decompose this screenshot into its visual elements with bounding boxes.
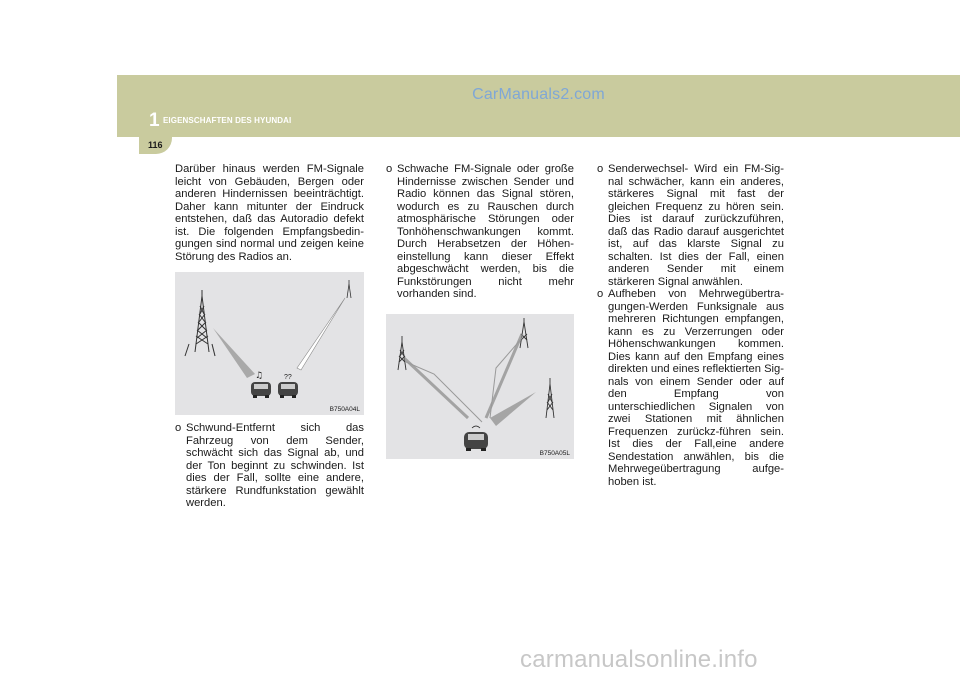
header-band [117,75,960,137]
car-icon [464,426,488,451]
bullet-marker: o [175,422,182,434]
bullet-text: Senderwechsel- Wird ein FM-Sig-nal schwächer, kann ein anderes, stärkeres Signal mit fast der gleichen Frequenz zu hören sein. Dies ist darauf zurückzuführen, daß das Radio darauf ausgerichtet ist, auf das klarste Signal zu schalten. Ist dies der Fall, einen anderen Sender mit einem stärkeren Signal anwählen. [608,163,784,288]
question-marks: ?? [284,374,292,381]
figure-fading [175,272,364,415]
strong-signal-beam [490,392,536,426]
top-watermark: CarManuals2.com [472,86,605,103]
interference-illustration [386,314,574,459]
music-note-icon: ♫ [255,371,264,381]
bullet-multipath [597,288,784,488]
figure-label: B750A05L [539,450,570,457]
car-icon [251,382,271,398]
bullet-text: Aufheben von Mehrwegübertra-gungen-Werden Funksignale aus mehreren Richtungen empfangen, kann es zu Verzerrungen oder Höhenschwankungen kommen. Dies kann auf den Empfang eines direkten und eines reflektierten Sig-nals von einem Sender oder auf den Empfang von unterschiedlichen Signalen von zwei Stationen mit ähnlichen Frequenzen zurückz-führen sein. Ist dies der Fall,eine andere Sendestation anwählen, bis die Mehrwegeübertragung aufge-hoben ist. [608,288,784,488]
radio-tower-icon [546,378,554,418]
chapter-number: 1 [149,110,160,131]
column-3 [597,163,784,488]
figure-label: B750A04L [329,406,360,413]
radio-tower-icon [398,336,406,370]
page-number: 116 [148,140,163,150]
radio-tower-icon [185,290,215,356]
column-1 [175,163,364,263]
bullet-marker: o [597,163,604,175]
bottom-watermark: carmanualsonline.info [520,646,758,673]
strong-signal-beam [213,328,255,378]
column-1-bullets [175,422,364,510]
distant-tower-icon [347,280,351,298]
chapter-title: EIGENSCHAFTEN DES HYUNDAI [163,116,292,125]
bullet-text: Schwache FM-Signale oder große Hindernisse zwischen Sender und Radio können das Signal stören, wodurch es zu Rauschen durch atmosphärische Störungen oder Tonhöhenschwankungen kommt. Durch Herabsetzen der Höhen-einstellung kann dieser Effekt abgeschwächt werden, bis die Funkstörungen nicht mehr vorhanden sind. [397,163,574,300]
bullet-fading [175,422,364,510]
bullet-weak-signals [386,163,574,301]
fading-illustration [175,272,364,415]
figure-interference [386,314,574,459]
bullet-station-change [597,163,784,288]
bullet-marker: o [386,163,393,175]
signal-path [404,358,468,418]
radio-tower-icon [520,318,528,348]
bullet-text: Schwund-Entfernt sich das Fahrzeug von dem Sender, schwächt sich das Signal ab, und der Ton beginnt zu schwinden. Ist dies der Fall, sollte eine andere, stärkere Rundfunkstation gewählt werden. [186,422,364,509]
intro-paragraph: Darüber hinaus werden FM-Signale leicht von Gebäuden, Bergen oder anderen Hindernissen beeinträchtigt. Daher kann mitunter der Eindruck entstehen, daß das Autoradio defekt ist. Die folgenden Empfangsbedin-gungen sind normal und zeigen keine Störung des Radios an. [175,163,364,263]
column-2 [386,163,574,301]
bullet-marker: o [597,288,604,300]
weak-signal-beam [297,298,345,370]
car-icon [278,382,298,398]
